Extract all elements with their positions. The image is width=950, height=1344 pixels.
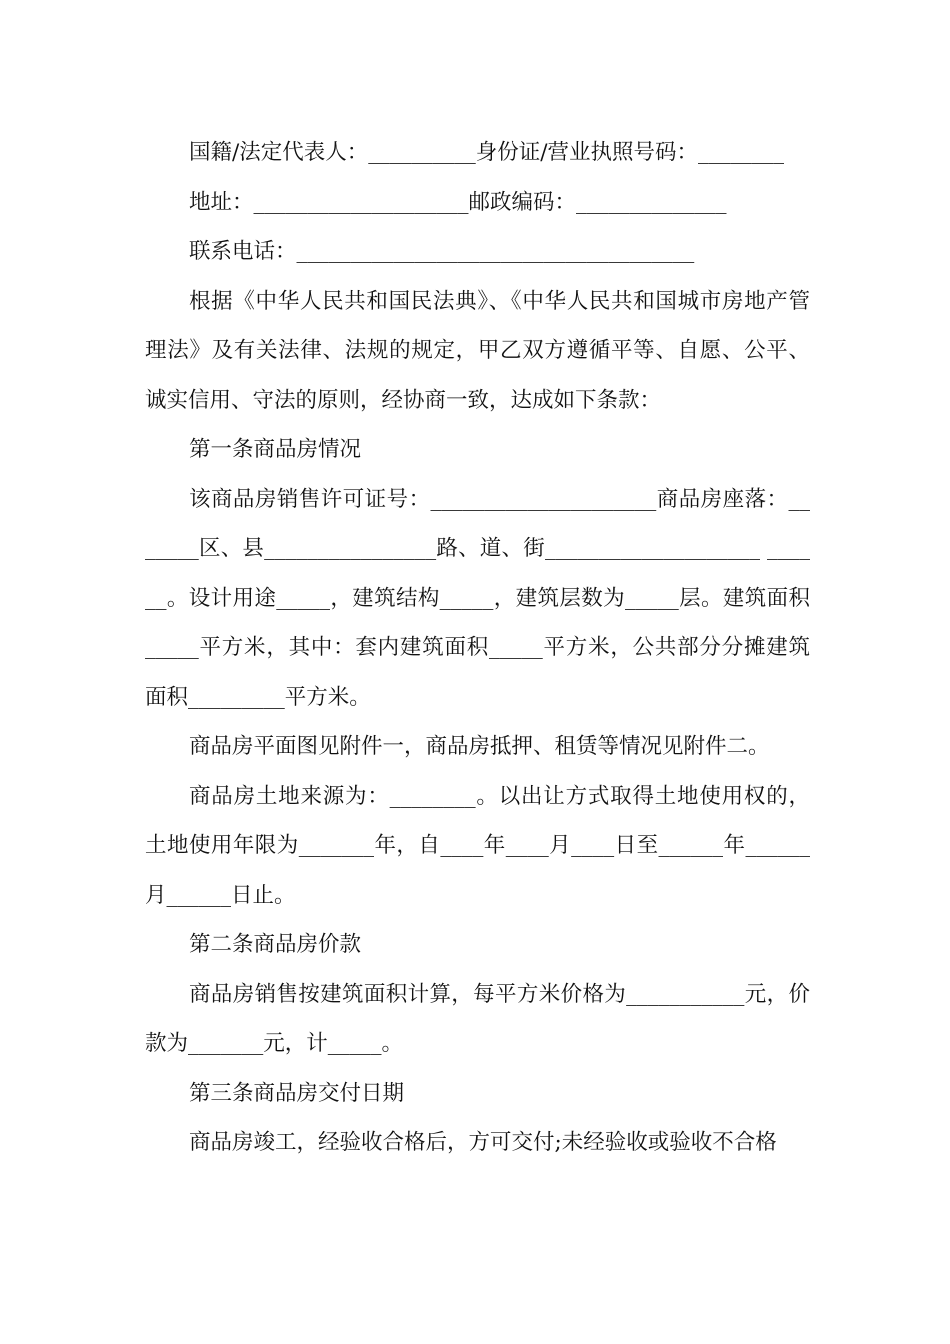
party-id-line: 国籍/法定代表人：__________身份证/营业执照号码：________	[189, 140, 784, 165]
land-source-paragraph: 商品房土地来源为：________。以出让方式取得土地使用权的，土地使用年限为_______年，自____年____月____日至______年______月______日止。	[145, 783, 810, 908]
property-details-paragraph: 该商品房销售许可证号：_____________________商品房座落：_______区、县________________路、道、街____________________ ______。设计用途_____，建筑结构_____，建筑层数为_____层。建筑面积_____平方米，其中：套内建筑面积_____平方米，公共部分分摊建筑面积_________平方米。	[145, 486, 810, 710]
price-paragraph: 商品房销售按建筑面积计算，每平方米价格为___________元，价款为_______元，计_____。	[145, 981, 810, 1056]
article-2-heading: 第二条商品房价款	[189, 932, 362, 957]
delivery-paragraph: 商品房竣工，经验收合格后，方可交付;未经验收或验收不合格	[189, 1130, 777, 1155]
preamble-paragraph: 根据《中华人民共和国民法典》、《中华人民共和国城市房地产管理法》及有关法律、法规的规定，甲乙双方遵循平等、自愿、公平、诚实信用、守法的原则，经协商一致，达成如下条款：	[145, 288, 810, 413]
contract-page	[145, 128, 810, 1168]
article-1-heading: 第一条商品房情况	[189, 437, 362, 462]
attachments-paragraph: 商品房平面图见附件一，商品房抵押、租赁等情况见附件二。	[189, 734, 770, 759]
address-line: 地址：____________________邮政编码：______________	[189, 189, 727, 215]
phone-line: 联系电话：_____________________________________	[189, 239, 695, 264]
article-3-heading: 第三条商品房交付日期	[189, 1080, 405, 1106]
